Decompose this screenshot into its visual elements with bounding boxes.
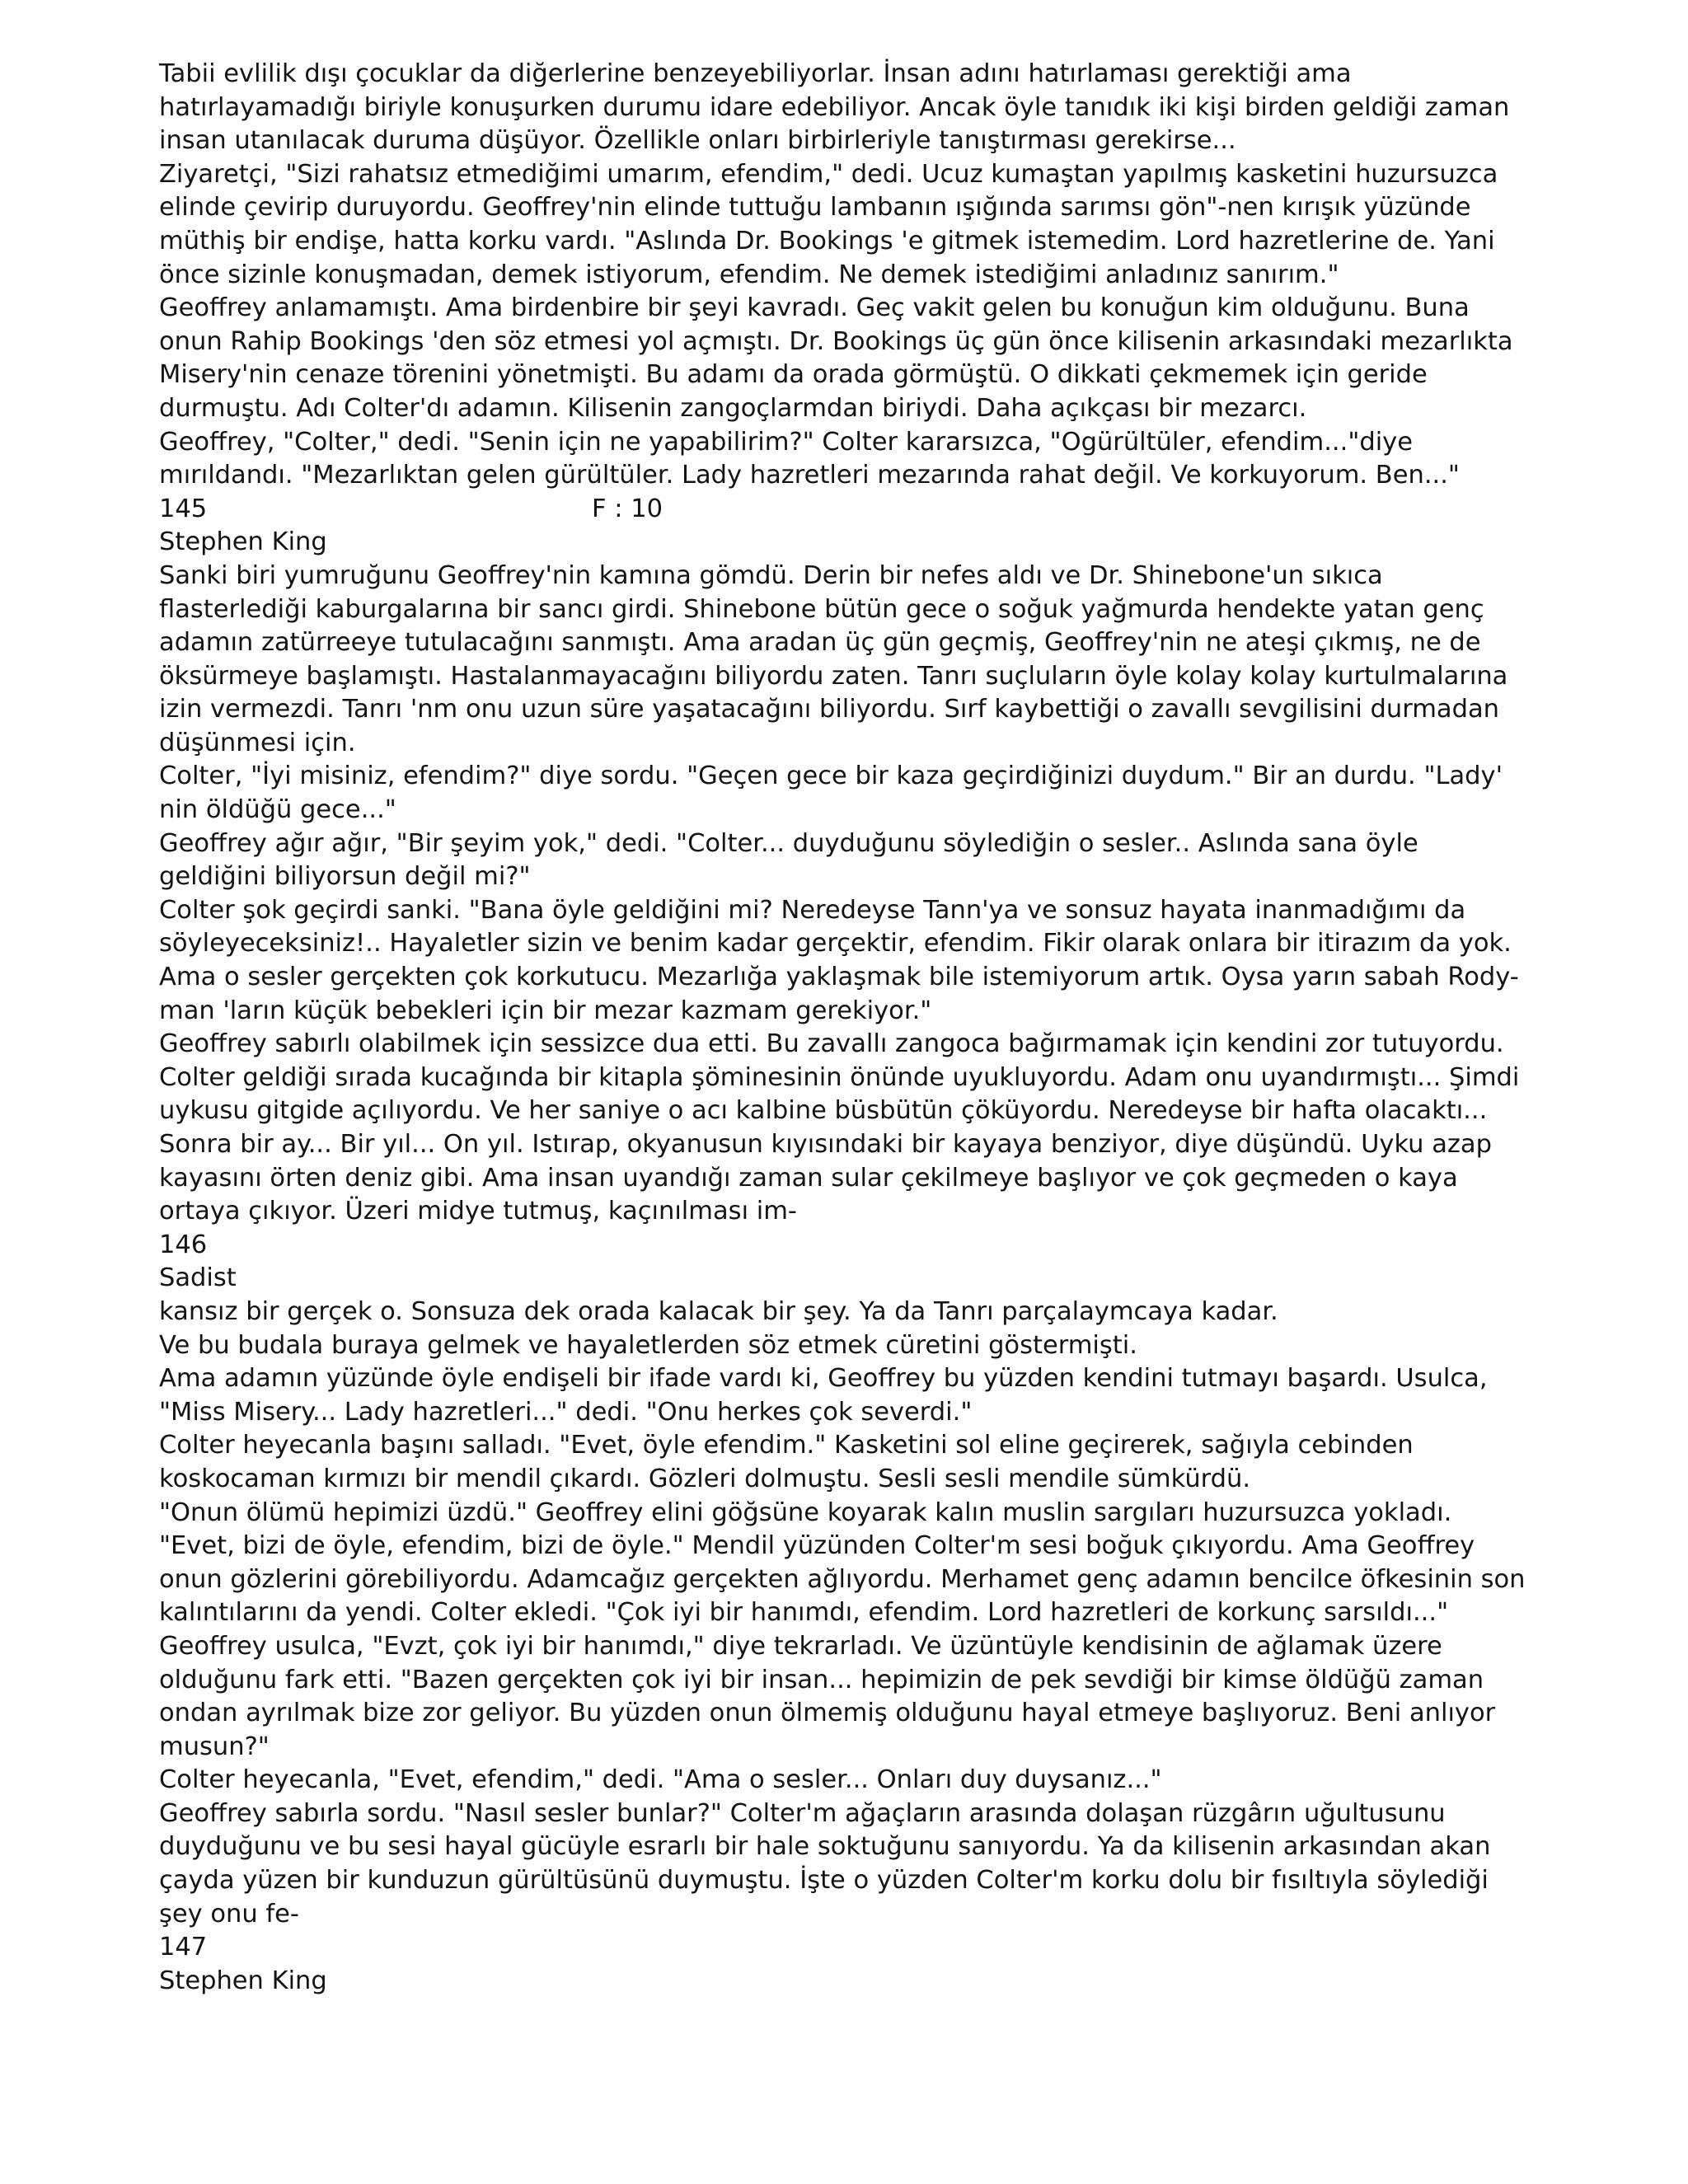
running-header: Sadist — [159, 1263, 237, 1293]
text-line: çayda yüzen bir kunduzun gürültüsünü duymuştu. İşte o yüzden Colter'm korku dolu bir fısıltıyla söylediği — [159, 1866, 1489, 1896]
text-line: kayasını örten deniz gibi. Ama insan uyandığı zaman sular çekilmeye başlıyor ve çok geçmeden o kaya — [159, 1163, 1458, 1193]
text-line: duyduğunu ve bu sesi hayal gücüyle esrarlı bir hale soktuğunu sanıyordu. Ya da kilisenin arkasından akan — [159, 1832, 1491, 1862]
text-line: Colter geldiği sırada kucağında bir kitapla şöminesinin önünde uyukluyordu. Adam onu uyandırmıştı... Şimdi — [159, 1062, 1520, 1092]
text-line: elinde çevirip duruyordu. Geoffrey'nin elinde tuttuğu lambanın ışığında sarımsı gön"-nen kırışık yüzünde — [159, 193, 1471, 223]
text-line: onun Rahip Bookings 'den söz etmesi yol açmıştı. Dr. Bookings üç gün önce kilisenin arkasındaki mezarlıkta — [159, 326, 1513, 356]
text-line: adamın zatürreeye tutulacağını sanmıştı. Ama aradan üç gün geçmiş, Geoffrey'nin ne ateşi çıkmış, ne de — [159, 628, 1481, 658]
text-line: Ziyaretçi, "Sizi rahatsız etmediğimi umarım, efendim," dedi. Ucuz kumaştan yapılmış kasketini huzursuzca — [159, 159, 1498, 189]
text-line: olduğunu fark etti. "Bazen gerçekten çok iyi bir insan... hepimizin de pek sevdiği bir kimse öldüğü zaman — [159, 1665, 1484, 1694]
text-line: flasterlediği kaburgalarına bir sancı girdi. Shinebone bütün gece o soğuk yağmurda hendekte yatan genç — [159, 594, 1484, 624]
text-line: kalıntılarını da yendi. Colter ekledi. "Çok iyi bir hanımdı, efendim. Lord hazretleri de korkunç sarsıldı..." — [159, 1598, 1449, 1628]
page-number: 145 — [159, 494, 208, 523]
page-number: 146 — [159, 1230, 208, 1259]
text-line: onun gözlerini görebiliyordu. Adamcağız gerçekten ağlıyordu. Merhamet genç adamın bencilce öfkesinin son — [159, 1564, 1526, 1594]
text-line: hatırlayamadığı biriyle konuşurken durumu idare edebiliyor. Ancak öyle tanıdık iki kişi birden geldiği zaman — [159, 92, 1510, 122]
text-line: geldiğini biliyorsun değil mi?" — [159, 862, 531, 892]
text-line: şey onu fe- — [159, 1899, 299, 1929]
text-line: koskocaman kırmızı bir mendil çıkardı. Gözleri dolmuştu. Sesli sesli mendile sümkürdü. — [159, 1464, 1251, 1493]
text-line: ortaya çıkıyor. Üzeri midye tutmuş, kaçınılması im- — [159, 1197, 797, 1226]
text-line: öksürmeye başlamıştı. Hastalanmayacağını biliyordu zaten. Tanrı suçluların öyle kolay kolay kurtulmalarına — [159, 661, 1508, 691]
text-line: uykusu gitgide açılıyordu. Ve her saniye o acı kalbine büsbütün çöküyordu. Neredeyse bir hafta olacaktı... — [159, 1096, 1488, 1126]
text-line: Colter şok geçirdi sanki. "Bana öyle geldiğini mi? Neredeyse Tann'ya ve sonsuz hayata inanmadığımı da — [159, 895, 1466, 925]
text-line: mırıldandı. "Mezarlıktan gelen gürültüler. Lady hazretleri mezarında rahat değil. Ve korkuyorum. Ben..." — [159, 461, 1460, 490]
text-line: musun?" — [159, 1732, 270, 1761]
printer-signature: F : 10 — [592, 494, 663, 523]
text-line: önce sizinle konuşmadan, demek istiyorum, efendim. Ne demek istediğimi anladınız sanırım." — [159, 260, 1339, 289]
running-header: Stephen King — [159, 527, 327, 557]
text-line: Ama adamın yüzünde öyle endişeli bir ifade vardı ki, Geoffrey bu yüzden kendini tutmayı başardı. Usulca, — [159, 1364, 1488, 1394]
text-line: Ama o sesler gerçekten çok korkutucu. Mezarlığa yaklaşmak bile istemiyorum artık. Oysa yarın sabah Rody- — [159, 963, 1519, 992]
text-line: Geoffrey sabırla sordu. "Nasıl sesler bunlar?" Colter'm ağaçların arasında dolaşan rüzgârın uğultusunu — [159, 1798, 1446, 1828]
document-page — [159, 58, 1560, 1998]
page-number: 147 — [159, 1933, 208, 1962]
text-line: düşünmesi için. — [159, 728, 356, 757]
text-line: "Onun ölümü hepimizi üzdü." Geoffrey elini göğsüne koyarak kalın muslin sargıları huzursuzca yokladı. — [159, 1497, 1452, 1527]
text-line: Geoffrey sabırlı olabilmek için sessizce dua etti. Bu zavallı zangoca bağırmamak için kendini zor tutuyordu. — [159, 1029, 1504, 1059]
text-line: Sonra bir ay... Bir yıl... On yıl. Istırap, okyanusun kıyısındaki bir kayaya benziyor, diye düşündü. Uyku azap — [159, 1130, 1492, 1159]
text-line: "Evet, bizi de öyle, efendim, bizi de öyle." Mendil yüzünden Colter'm sesi boğuk çıkıyordu. Ama Geoffrey — [159, 1531, 1475, 1561]
text-line: insan utanılacak duruma düşüyor. Özellikle onları birbirleriyle tanıştırması gerekirse... — [159, 126, 1236, 156]
text-line: müthiş bir endişe, hatta korku vardı. "Aslında Dr. Bookings 'e gitmek istemedim. Lord hazretlerine de. Yani — [159, 226, 1495, 255]
running-header: Stephen King — [159, 1966, 327, 1995]
page-footer-145 — [159, 493, 1560, 527]
text-line: Misery'nin cenaze törenini yönetmişti. Bu adamı da orada görmüştü. O dikkati çekmemek için geride — [159, 360, 1428, 390]
text-line: "Miss Misery... Lady hazretleri..." dedi. "Onu herkes çok severdi." — [159, 1397, 973, 1427]
page-147-body — [159, 1296, 1560, 1931]
text-line: man 'ların küçük bebekleri için bir mezar kazmam gerekiyor." — [159, 996, 932, 1025]
text-line: nin öldüğü gece..." — [159, 795, 396, 825]
text-line: izin vermezdi. Tanrı 'nm onu uzun süre yaşatacağını biliyordu. Sırf kaybettiği o zavallı sevgilisini durmadan — [159, 695, 1500, 724]
text-line: durmuştu. Adı Colter'dı adamın. Kilisenin zangoçlarmdan biriydi. Daha açıkçası bir mezarcı. — [159, 393, 1307, 423]
text-line: Ve bu budala buraya gelmek ve hayaletlerden söz etmek cüretini göstermişti. — [159, 1330, 1137, 1360]
text-line: Geoffrey usulca, "Evzt, çok iyi bir hanımdı," diye tekrarladı. Ve üzüntüyle kendisinin de ağlamak üzere — [159, 1631, 1442, 1661]
text-line: Colter heyecanla başını salladı. "Evet, öyle efendim." Kasketini sol eline geçirerek, sağıyla cebinden — [159, 1431, 1414, 1460]
text-line: Tabii evlilik dışı çocuklar da diğerlerine benzeyebiliyorlar. İnsan adını hatırlaması gerektiği ama — [159, 59, 1352, 88]
page-145-body — [159, 58, 1560, 493]
text-line: Colter, "İyi misiniz, efendim?" diye sordu. "Geçen gece bir kaza geçirdiğinizi duydum." Bir an durdu. "Lady' — [159, 762, 1503, 791]
text-line: Sanki biri yumruğunu Geoffrey'nin kamına gömdü. Derin bir nefes aldı ve Dr. Shinebone'un sıkıca — [159, 560, 1383, 590]
page-146-body — [159, 560, 1560, 1229]
text-line: Geoffrey, "Colter," dedi. "Senin için ne yapabilirim?" Colter kararsızca, "Ogürültüler, efendim..."diye — [159, 427, 1413, 457]
text-line: söyleyeceksiniz!.. Hayaletler sizin ve benim kadar gerçektir, efendim. Fikir olarak onlara bir itirazım da yok. — [159, 929, 1512, 958]
text-line: Geoffrey ağır ağır, "Bir şeyim yok," dedi. "Colter... duyduğunu söylediğin o sesler.. Aslında sana öyle — [159, 828, 1418, 858]
text-line: Colter heyecanla, "Evet, efendim," dedi. "Ama o sesler... Onları duy duysanız..." — [159, 1765, 1162, 1795]
text-line: kansız bir gerçek o. Sonsuza dek orada kalacak bir şey. Ya da Tanrı parçalaymcaya kadar. — [159, 1296, 1278, 1326]
text-line: Geoffrey anlamamıştı. Ama birdenbire bir şeyi kavradı. Geç vakit gelen bu konuğun kim olduğunu. Buna — [159, 293, 1470, 323]
text-line: ondan ayrılmak bize zor geliyor. Bu yüzden onun ölmemiş olduğunu hayal etmeye başlıyoruz. Beni anlıyor — [159, 1699, 1496, 1728]
